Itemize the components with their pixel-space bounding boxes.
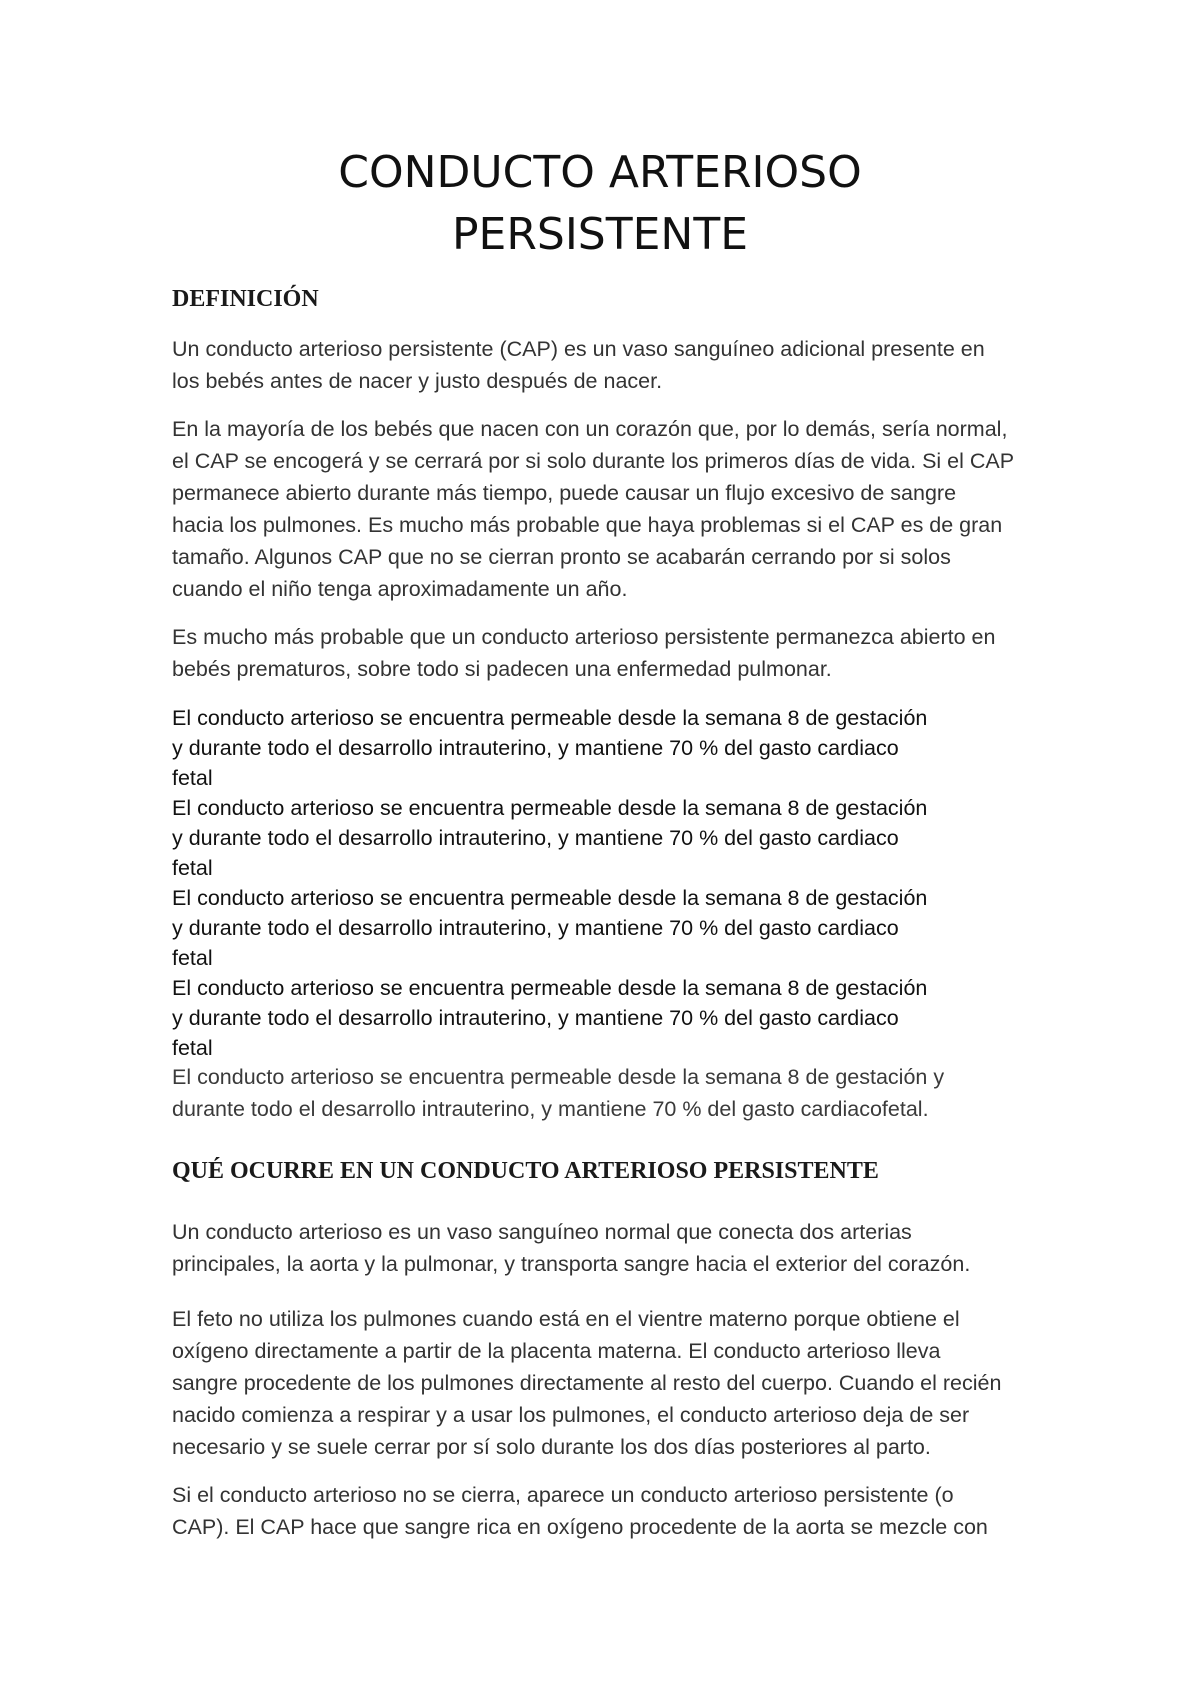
text-line: Un conducto arterioso persistente (CAP) es un vaso sanguíneo adicional presente en — [172, 337, 985, 361]
text-line: fetal — [172, 1036, 213, 1060]
text-line: tamaño. Algunos CAP que no se cierran pronto se acabarán cerrando por si solos — [172, 545, 951, 569]
text-line: nacido comienza a respirar y a usar los pulmones, el conducto arterioso deja de ser — [172, 1403, 970, 1427]
text-line: los bebés antes de nacer y justo después de nacer. — [172, 369, 663, 393]
text-line: Si el conducto arterioso no se cierra, aparece un conducto arterioso persistente (o — [172, 1483, 954, 1507]
text-line: permanece abierto durante más tiempo, puede causar un flujo excesivo de sangre — [172, 481, 957, 505]
paragraph — [172, 1479, 1052, 1543]
paragraph — [172, 1303, 1052, 1463]
text-line: principales, la aorta y la pulmonar, y transporta sangre hacia el exterior del corazón. — [172, 1252, 971, 1276]
repeated-text-block — [172, 703, 1052, 1063]
paragraph — [172, 1061, 1052, 1125]
text-line: hacia los pulmones. Es mucho más probable que haya problemas si el CAP es de gran — [172, 513, 1003, 537]
text-line: y durante todo el desarrollo intrauterino, y mantiene 70 % del gasto cardiaco — [172, 736, 899, 760]
text-line: bebés prematuros, sobre todo si padecen una enfermedad pulmonar. — [172, 657, 832, 681]
text-line: En la mayoría de los bebés que nacen con un corazón que, por lo demás, sería normal, — [172, 417, 1008, 441]
paragraph — [172, 413, 1052, 605]
paragraph — [172, 621, 1052, 685]
text-line: El conducto arterioso se encuentra permeable desde la semana 8 de gestación — [172, 706, 928, 730]
text-line: El conducto arterioso se encuentra permeable desde la semana 8 de gestación — [172, 886, 928, 910]
text-line: y durante todo el desarrollo intrauterino, y mantiene 70 % del gasto cardiaco — [172, 916, 899, 940]
title-line: CONDUCTO ARTERIOSO — [338, 147, 862, 198]
text-line: El conducto arterioso se encuentra permeable desde la semana 8 de gestación — [172, 796, 928, 820]
text-line: sangre procedente de los pulmones directamente al resto del cuerpo. Cuando el recién — [172, 1371, 1002, 1395]
text-line: fetal — [172, 856, 213, 880]
text-line: necesario y se suele cerrar por sí solo durante los dos días posteriores al parto. — [172, 1435, 931, 1459]
title-line: PERSISTENTE — [451, 209, 748, 260]
paragraph — [172, 333, 1052, 397]
text-line: El conducto arterioso se encuentra permeable desde la semana 8 de gestación y — [172, 1065, 945, 1089]
text-line: fetal — [172, 766, 213, 790]
text-line: Un conducto arterioso es un vaso sanguíneo normal que conecta dos arterias — [172, 1220, 912, 1244]
text-line: Es mucho más probable que un conducto arterioso persistente permanezca abierto en — [172, 625, 996, 649]
text-line: El conducto arterioso se encuentra permeable desde la semana 8 de gestación — [172, 976, 928, 1000]
section-heading-que-ocurre: QUÉ OCURRE EN UN CONDUCTO ARTERIOSO PERSISTENTE — [172, 1158, 879, 1184]
text-line: el CAP se encogerá y se cerrará por si solo durante los primeros días de vida. Si el CAP — [172, 449, 1015, 473]
text-line: y durante todo el desarrollo intrauterino, y mantiene 70 % del gasto cardiaco — [172, 1006, 899, 1030]
text-line: oxígeno directamente a partir de la placenta materna. El conducto arterioso lleva — [172, 1339, 941, 1363]
text-line: cuando el niño tenga aproximadamente un año. — [172, 577, 628, 601]
text-line: durante todo el desarrollo intrauterino, y mantiene 70 % del gasto cardiacofetal. — [172, 1097, 929, 1121]
text-line: CAP). El CAP hace que sangre rica en oxígeno procedente de la aorta se mezcle con — [172, 1515, 988, 1539]
section-heading-definicion: DEFINICIÓN — [172, 286, 319, 312]
page-title — [0, 142, 1200, 266]
paragraph — [172, 1216, 1052, 1280]
text-line: El feto no utiliza los pulmones cuando está en el vientre materno porque obtiene el — [172, 1307, 960, 1331]
text-line: y durante todo el desarrollo intrauterino, y mantiene 70 % del gasto cardiaco — [172, 826, 899, 850]
text-line: fetal — [172, 946, 213, 970]
